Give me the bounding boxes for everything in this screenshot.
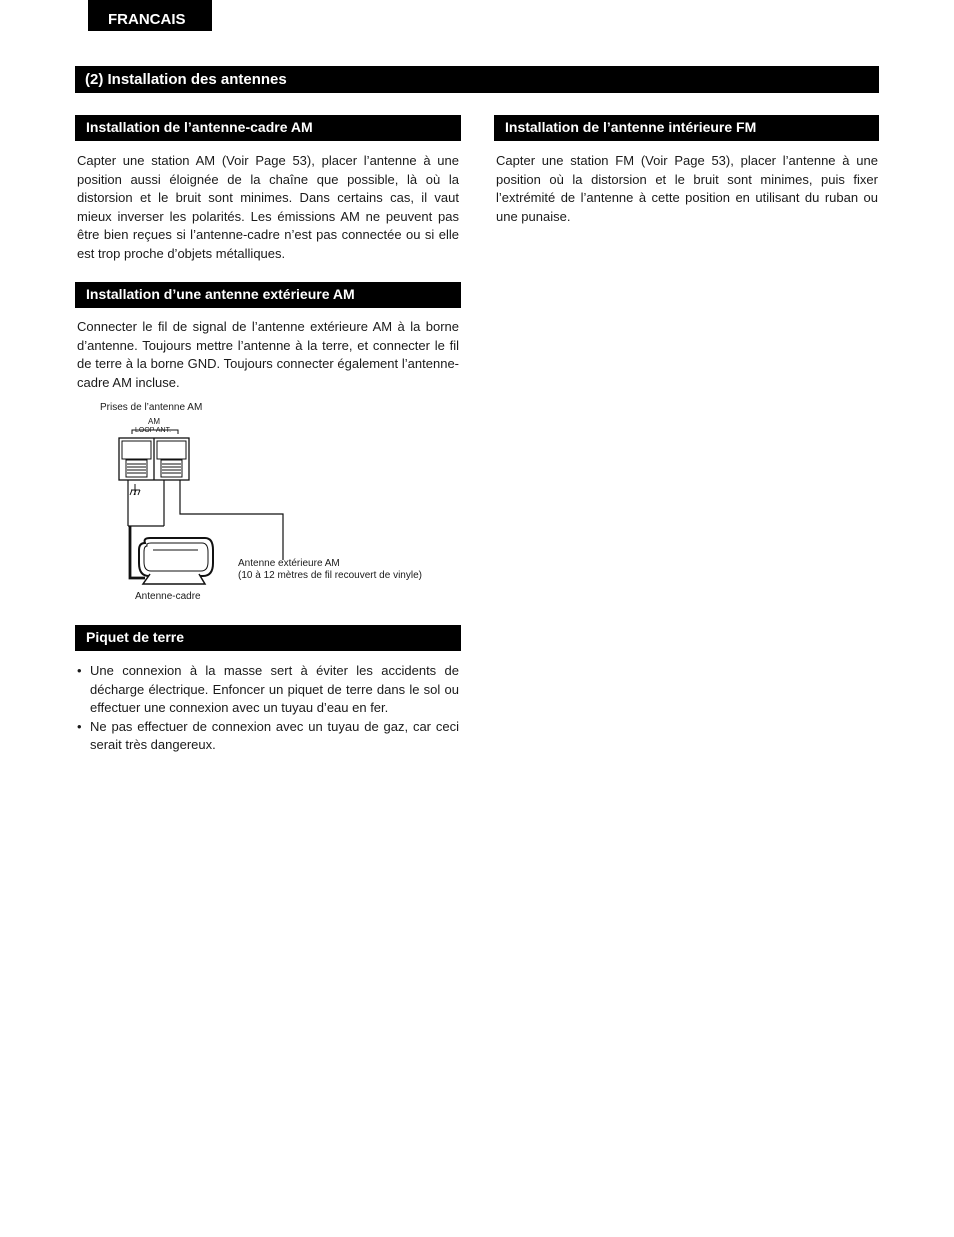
am-terminal bbox=[161, 460, 182, 477]
language-tab: FRANCAIS bbox=[88, 0, 212, 31]
ground-symbol-icon bbox=[130, 484, 140, 495]
ground-bullet-list bbox=[77, 662, 459, 755]
outdoor-antenna-label: Antenne extérieure AM bbox=[238, 558, 340, 569]
gnd-terminal bbox=[126, 460, 147, 477]
am-outdoor-text: Connecter le fil de signal de l’antenne extérieure AM à la borne d’antenne. Toujours mettre l’antenne à la terre, et connecter le fil de terre à la borne GND. Toujours connecter également l’antenne-cadre AM incluse. bbox=[77, 319, 459, 390]
fm-indoor-heading: Installation de l’antenne intérieure FM bbox=[494, 115, 879, 141]
am-loop-heading: Installation de l’antenne-cadre AM bbox=[75, 115, 461, 141]
list-item bbox=[77, 662, 459, 718]
loop-antenna-icon bbox=[139, 538, 213, 584]
loop-ant-label: LOOP ANT. bbox=[135, 427, 172, 434]
section-title: (2) Installation des antennes bbox=[75, 66, 879, 93]
am-label: AM bbox=[148, 417, 160, 426]
bullet-text: Ne pas effectuer de connexion avec un tuyau de gaz, car ceci serait très dangereux. bbox=[90, 718, 459, 753]
bullet-text: Une connexion à la masse sert à éviter les accidents de décharge électrique. Enfoncer un piquet de terre dans le sol ou effectuer une connexion avec un tuyau d’eau en fer. bbox=[90, 663, 459, 716]
am-loop-text: Capter une station AM (Voir Page 53), placer l’antenne à une position aussi éloignée de la chaîne que possible, là où la distorsion et le bruit sont minimes. Dans certains cas, il vaut mieux inverser les polarités. Les émissions AM ne peuvent pas être bien reçues si l’antenne-cadre n’est pas connectée ou si elle est trop proche d’objets métalliques. bbox=[77, 153, 459, 261]
antenna-connection-diagram bbox=[95, 398, 455, 608]
loop-antenna-label: Antenne-cadre bbox=[135, 591, 201, 602]
am-terminal-cap bbox=[157, 441, 186, 459]
gnd-terminal-cap bbox=[122, 441, 151, 459]
ground-heading: Piquet de terre bbox=[75, 625, 461, 651]
outdoor-antenna-sublabel: (10 à 12 mètres de fil recouvert de vinyle) bbox=[238, 570, 422, 581]
list-item bbox=[77, 718, 459, 755]
fm-indoor-text: Capter une station FM (Voir Page 53), placer l’antenne à une position où la distorsion et le bruit sont minimes, puis fixer l’extrémité de l’antenne à cette position en utilisant du ruban ou une punaise. bbox=[496, 153, 878, 224]
am-outdoor-heading: Installation d’une antenne extérieure AM bbox=[75, 282, 461, 308]
bullet-glyph: • bbox=[77, 718, 82, 734]
bullet-glyph: • bbox=[77, 663, 82, 678]
jacks-label: Prises de l’antenne AM bbox=[100, 402, 203, 413]
